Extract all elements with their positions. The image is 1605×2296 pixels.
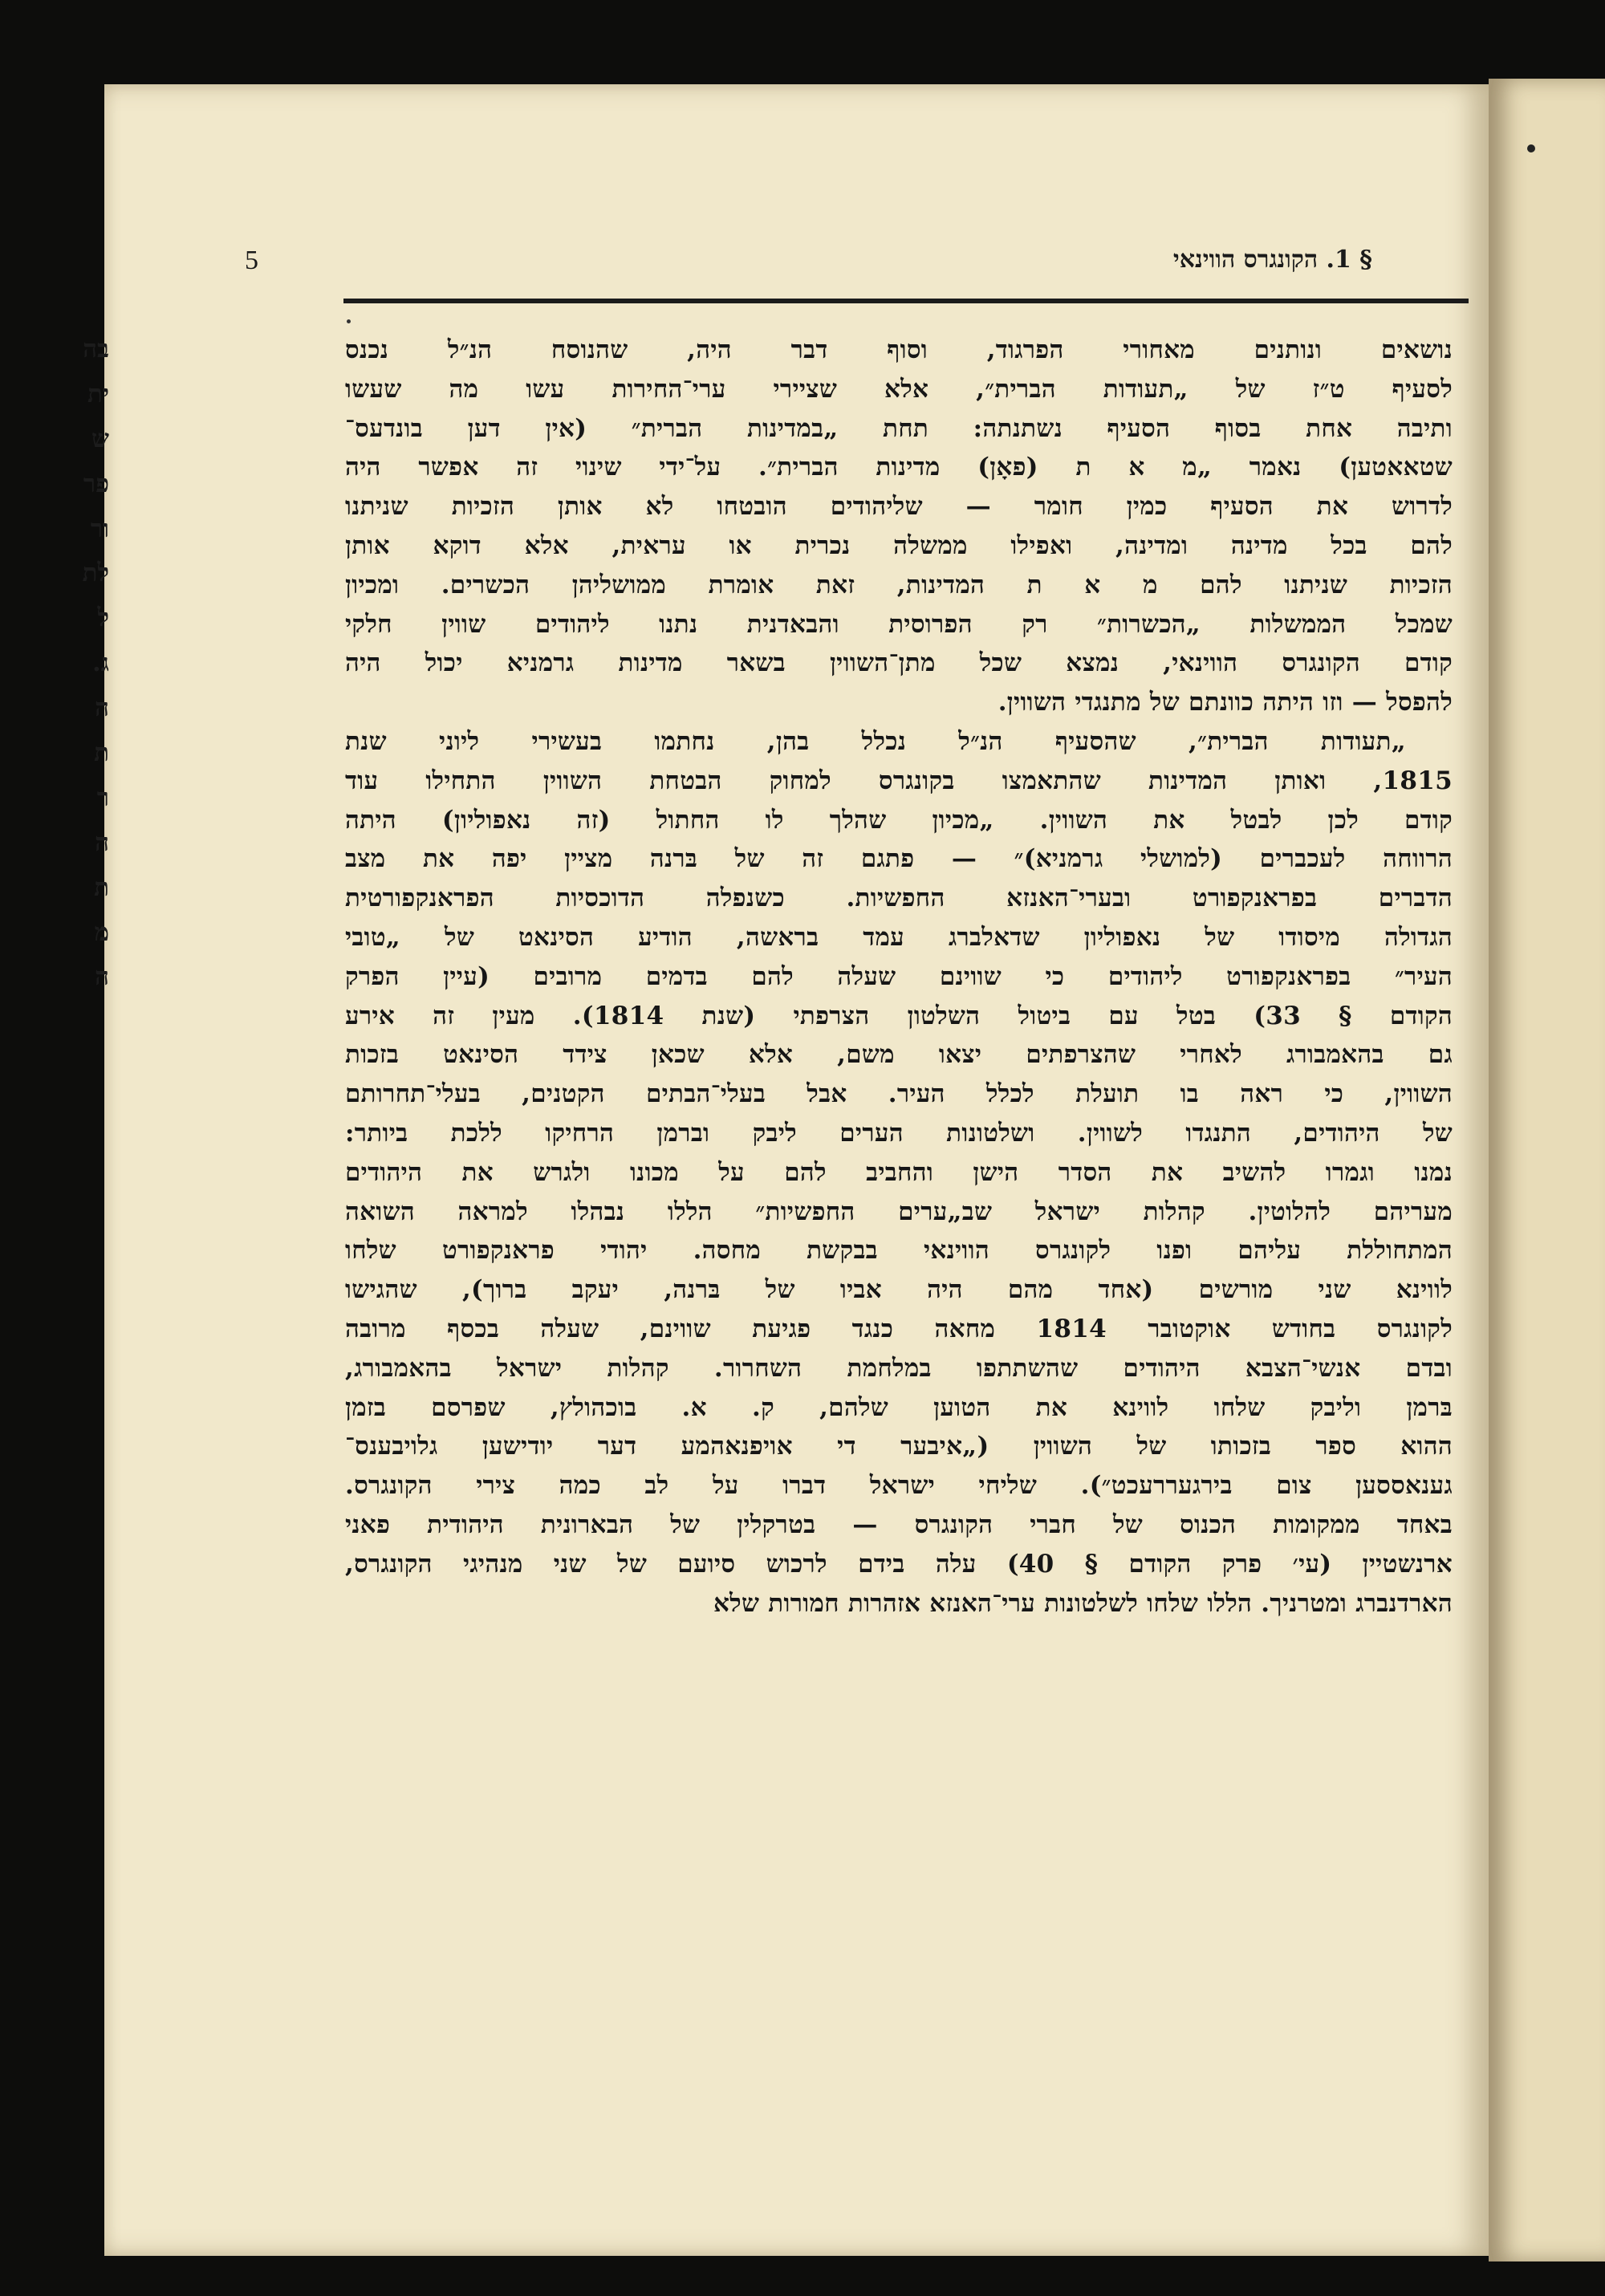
running-title: § 1. הקונגרס הווינאי — [1172, 246, 1372, 274]
margin-fragment: ר — [96, 782, 109, 812]
text-line: נמנו וגמרו להשיב את הסדר הישן והחביב להם על מכונו ולגרש את היהודים — [345, 1157, 1453, 1187]
margin-fragment: ה — [95, 827, 109, 857]
text-line: ותיבה אחת בסוף הסעיף נשתנתה: תחת „במדינות הברית״ (אין דען בונדעס־ — [345, 413, 1453, 443]
text-line: להם בכל מדינה ומדינה, ואפילו ממשלה נכרית או עראית, אלא דוקא אותן — [345, 530, 1453, 560]
margin-fragment: ג. — [91, 648, 109, 678]
text-line: קודם הקונגרס הווינאי, נמצא שכל מתן־השווין בשאר מדינות גרמניא יכול היה — [345, 648, 1453, 678]
text-line: העיר״ בפראנקפורט ליהודים כי שווינם שעלה להם בדמים מרובים (עיין הפרק — [345, 961, 1453, 991]
text-line: להפסל — וזו היתה כוונתם של מתנגדי השווין. — [998, 688, 1453, 717]
text-line: הדברים בפראנקפורט ובערי־האנזא החפשיות. כשנפלה הדוכסיות הפראנקפורטית — [345, 884, 1453, 913]
facing-page-edge — [1489, 79, 1605, 2261]
text-line: קודם לכן לבטל את השווין. „מכיון שהלך לו החתול (זה נאפוליון) היתה — [345, 805, 1453, 835]
text-line: 1815, ואותן המדינות שהתאמצו בקונגרס למחוק הבטחת השווין התחילו עוד — [345, 766, 1453, 795]
text-line: הגדולה מיסודו של נאפוליון שדאלברג עמד בראשה, הודיע הסינאט של „טובי — [345, 922, 1453, 952]
margin-fragment: ית — [87, 379, 109, 408]
text-line: ובדם אנשי־הצבא היהודים שהשתתפו במלחמת השחרור. קהלות ישראל בהאמבורג, — [345, 1353, 1453, 1383]
margin-fragment: פר — [83, 469, 109, 498]
text-line: גם בהאמבורג לאחרי שהצרפתים יצאו משם, אלא שכאן צידד הסינאט בזכות — [345, 1040, 1453, 1070]
margin-fragment: ת — [94, 872, 109, 902]
text-line: לקונגרס בחודש אוקטובר 1814 מחאה כנגד פגיעת שווינם, שעלה בכסף מרובה — [345, 1314, 1453, 1343]
margin-fragment: ור — [90, 514, 109, 543]
facing-page-text-fragments — [5, 327, 109, 1000]
margin-fragment: בה — [83, 335, 109, 364]
margin-fragment: ש — [91, 424, 109, 453]
text-line: לסעיף ט״ז של „תעודות הברית״, אלא שציירי ערי־החירות עשו מה שעשו — [345, 374, 1453, 404]
text-line: נושאים ונותנים מאחורי הפרגוד, וסוף דבר היה, שהנוסח הנ״ל נכנס — [345, 335, 1453, 364]
text-line: של היהודים, התנגדו לשווין. ושלטונות הערים ליבק וברמן הרחיקו ללכת ביותר: — [345, 1118, 1453, 1148]
running-head — [245, 246, 1372, 286]
text-line: לדרוש את הסעיף כמין חומר — שליהודים הובטחו לא אותן הזכיות שניתנו — [345, 492, 1453, 522]
margin-fragment: מ — [94, 917, 109, 947]
ink-speck — [347, 319, 351, 323]
ink-speck — [1527, 144, 1535, 152]
text-line: לווינא שני מורשים (אחד מהם היה אביו של בּרנה, יעקב ברוך), שהגישו — [345, 1275, 1453, 1305]
text-line: שמכל הממשלות „הכשרות״ רק הפרוסית והבאדנית נתנו ליהודים שווין חלקי — [345, 609, 1453, 639]
margin-fragment: ל — [97, 603, 109, 633]
margin-fragment: ת — [94, 738, 109, 768]
text-line: הארדנברג ומטרניך. הללו שלחו לשלטונות ערי־האנזא אזהרות חמורות שלא — [713, 1588, 1453, 1618]
text-line: בּרמן וליבק שלחו לווינא את הטוען שלהם, ק. א. בוכהולץ, שפרסם בזמן — [345, 1392, 1453, 1422]
text-line: השווין, כי ראה בו תועלת לכלל העיר. אבל בעלי־הבתים הקטנים, בעלי־תחרותם — [345, 1079, 1453, 1109]
text-line: ארנשטיין (עי׳ פרק הקודם § 40) עלה בידם לרכוש סיועם של שני מנהיגי הקונגרס, — [345, 1549, 1453, 1579]
text-line: הרווחה לעכברים (למושלי גרמניא)״ — פתגם זה של בּרנה מציין יפה את מצב — [345, 844, 1453, 874]
text-line: הזכיות שניתנו להם מ א ת המדינות, זאת אומרת ממושליהן הכשרים. ומכיון — [345, 570, 1453, 599]
text-line: באחד ממקומות הכנוס של חברי הקונגרס — בטרקלין של הבארונית היהודית פאני — [345, 1510, 1453, 1539]
text-line: „תעודות הברית״, שהסעיף הנ״ל נכלל בהן, נחתמו בעשירי ליוני שנת — [345, 726, 1406, 756]
body-text — [345, 331, 1453, 1623]
text-line: המתחוללת עליהם ופנו לקונגרס הווינאי בבקשת מחסה. יהודי פראנקפורט שלחו — [345, 1236, 1453, 1266]
text-line: הקודם § 33) בטל עם ביטול השלטון הצרפתי (שנת 1814). מעין זה אירע — [345, 1001, 1453, 1030]
margin-fragment: ה — [95, 962, 109, 992]
header-rule — [343, 299, 1469, 303]
text-line: גענאססען צום בירגעררעכט״). שליחי ישראל דברו על לב כמה צירי הקונגרס. — [345, 1471, 1453, 1501]
margin-fragment: ה — [95, 693, 109, 723]
text-line: ההוא ספר בזכותו של השווין („איבער די אויפנאהמע דער יודישען גלויבענס־ — [345, 1432, 1453, 1461]
margin-fragment: לת — [82, 559, 109, 588]
text-line: שטאאטען) נאמר „מ א ת (פאָן) מדינות הברית״. על־ידי שינוי זה אפשר היה — [345, 453, 1453, 482]
text-line: מעריהם להלוטין. קהלות ישראל שב„ערים החפשיות״ הללו נבהלו למראה השואה — [345, 1197, 1453, 1226]
page-number: 5 — [245, 246, 258, 275]
